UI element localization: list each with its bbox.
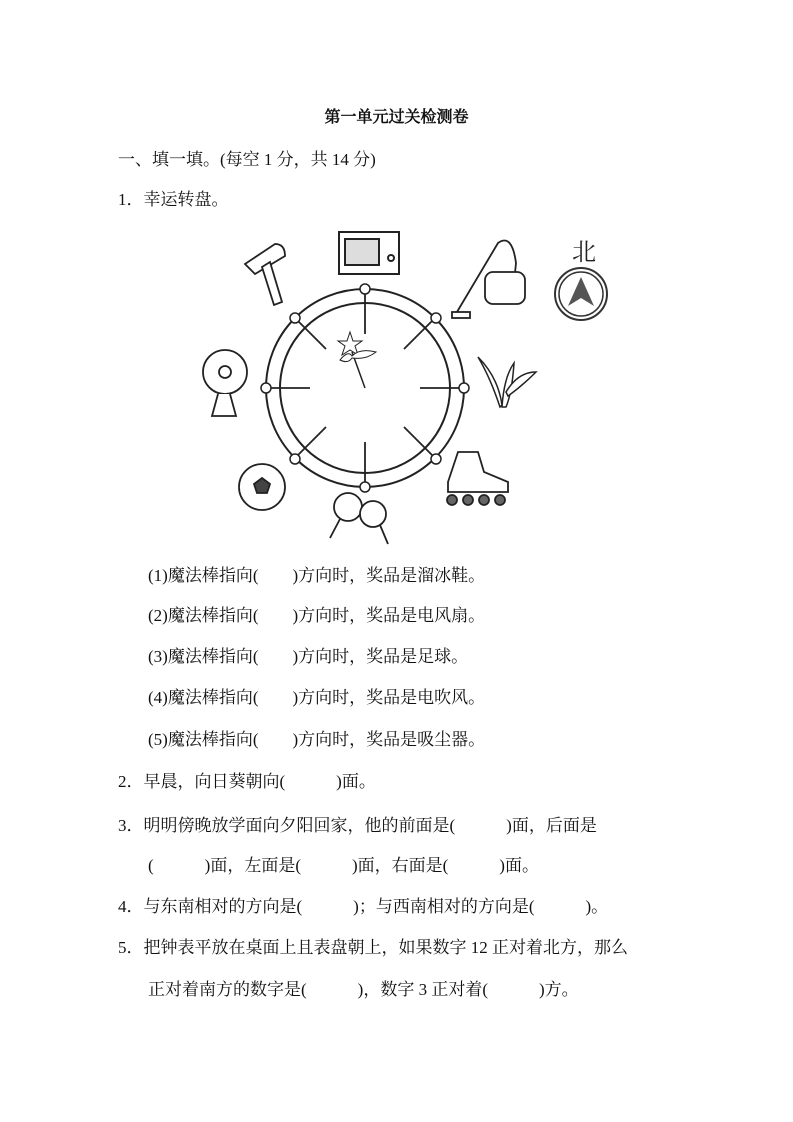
question-1-item: (1)魔法棒指向( )方向时，奖品是溜冰鞋。 <box>148 566 486 585</box>
roller-skate-icon <box>447 452 508 505</box>
ping-pong-paddles-icon <box>330 493 388 544</box>
question-1-label: 1．幸运转盘。 <box>118 190 229 209</box>
hair-dryer-icon <box>245 244 285 305</box>
vacuum-cleaner-icon <box>452 241 525 319</box>
question-1-item: (2)魔法棒指向( )方向时，奖品是电风扇。 <box>148 606 486 625</box>
north-compass-icon <box>555 238 607 320</box>
question-1-item: (4)魔法棒指向( )方向时，奖品是电吹风。 <box>148 688 486 707</box>
question-5-line-2: 正对着南方的数字是( )，数字 3 正对着( )方。 <box>148 980 579 999</box>
question-2: 2．早晨，向日葵朝向( )面。 <box>118 772 376 791</box>
svg-text:北: 北 <box>572 238 596 266</box>
question-5-line-1: 5．把钟表平放在桌面上且表盘朝上，如果数字 12 正对着北方，那么 <box>118 938 628 957</box>
question-1-item: (3)魔法棒指向( )方向时，奖品是足球。 <box>148 647 469 666</box>
electric-fan-icon <box>203 350 247 416</box>
lucky-wheel-figure <box>200 222 620 552</box>
section-heading: 一、填一填。(每空 1 分，共 14 分) <box>118 150 376 169</box>
soccer-ball-icon <box>239 464 285 510</box>
plant-icon <box>478 357 536 407</box>
page-title: 第一单元过关检测卷 <box>324 107 469 126</box>
question-1-item: (5)魔法棒指向( )方向时，奖品是吸尘器。 <box>148 730 486 749</box>
microwave-icon <box>339 232 399 274</box>
question-3-line-1: 3．明明傍晚放学面向夕阳回家，他的前面是( )面，后面是 <box>118 816 597 835</box>
magic-wand-icon <box>338 332 376 388</box>
question-3-line-2: ( )面，左面是( )面，右面是( )面。 <box>148 856 539 875</box>
question-4: 4．与东南相对的方向是( )；与西南相对的方向是( )。 <box>118 897 609 916</box>
